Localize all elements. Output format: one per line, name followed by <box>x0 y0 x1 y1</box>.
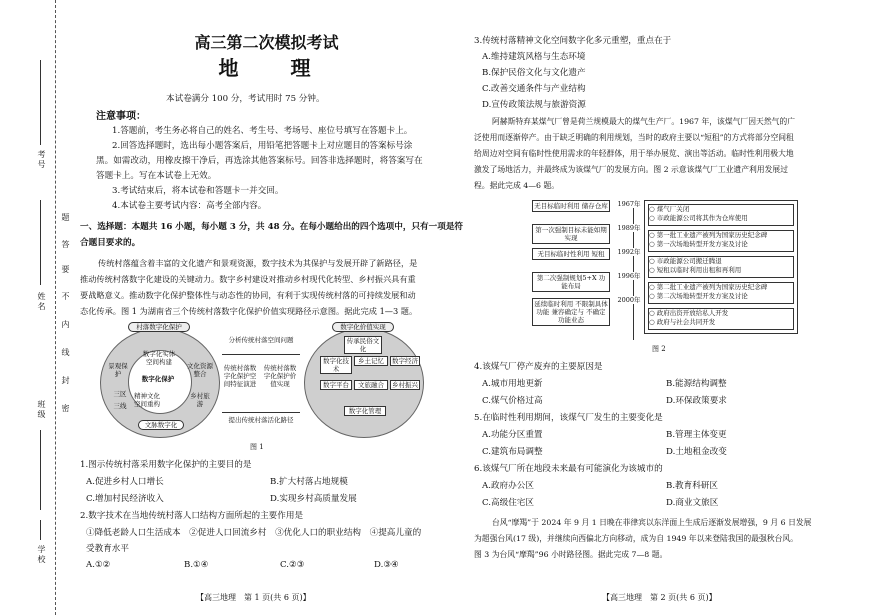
page-1 <box>74 0 464 615</box>
q6-option-a[interactable]: A.政府办公区 <box>482 481 534 491</box>
class-line <box>40 430 41 510</box>
fig2-event: ○ 煤气厂关闭 <box>649 205 690 213</box>
q6-stem: 6.该煤气厂所在地段未来最有可能演化为该城市的 <box>474 464 663 474</box>
q1-option-b[interactable]: B.扩大村落占地规模 <box>270 477 348 487</box>
subject-title: 地 理 <box>218 56 315 80</box>
binding-line <box>55 0 56 615</box>
fig1-right-item: 数字平台 <box>320 380 352 390</box>
section-heading: 一、选择题：本题共 16 小题，每小题 3 分，共 48 分。在每小题给出的四个选项中，只有一项是符 <box>80 222 464 232</box>
fig1-left-item: 数字化实体空间构建 <box>142 350 176 366</box>
q2-option-a[interactable]: A.①② <box>86 560 111 570</box>
fig2-event: ○ 政府出资开放给私人开发 <box>649 309 729 317</box>
figure-1 <box>98 320 438 438</box>
fig1-left-item: 乡村旅游 <box>190 392 210 408</box>
passage-line: 阿赫斯特弃某煤气厂曾是荷兰规模最大的煤气生产厂。1967 年，该煤气厂因天然气的广 <box>492 117 796 126</box>
fig1-left-item: 文化资源整合 <box>187 362 213 378</box>
fig1-left-item: 景观保护 <box>108 362 128 378</box>
section-heading-cont: 合题目要求的。 <box>80 238 141 248</box>
q5-option-b[interactable]: B.管理主体变更 <box>666 430 727 440</box>
fig1-arrow-right <box>222 354 300 355</box>
fig2-left-box: 无目标临时利用 储存仓库 <box>532 200 610 212</box>
fig2-year: 2000年 <box>614 296 644 304</box>
typhoon-line: 为超强台风(17 级)，并继续向西偏北方向移动，成为自 1949 年以来登陆我国的最强秋台风。 <box>474 534 798 543</box>
q3-option-a[interactable]: A.维持建筑风格与生态环境 <box>482 52 586 62</box>
fig2-left-box: 第二次强制规划5+X 功能布局 <box>532 272 610 292</box>
typhoon-line: 图 3 为台风“摩羯”96 小时路径图。据此完成 7—8 题。 <box>474 550 668 559</box>
notice-line: 答题卡上。写在本试卷上无效。 <box>96 171 217 181</box>
notice-line: 3.考试结束后，将本试卷和答题卡一并交回。 <box>112 186 284 196</box>
fig1-right-item: 乡村振兴 <box>392 381 418 389</box>
school-label: 学校 <box>37 545 46 565</box>
fig1-arrow-left <box>222 412 300 413</box>
fig2-left-box: 第一次强制目标未能如期实现 <box>532 224 610 244</box>
fig2-event: ○ 第二批工业遗产被列为国家历史纪念碑 <box>649 283 768 291</box>
q3-option-c[interactable]: C.改善交通条件与产业结构 <box>482 84 586 94</box>
seal-char-7: 封 <box>61 376 70 386</box>
fig1-right-item: 传承民俗文化 <box>344 336 382 354</box>
fig1-left-item: 三线 <box>113 402 127 410</box>
q1-option-d[interactable]: D.实现乡村高质量发展 <box>270 494 357 504</box>
q6-option-d[interactable]: D.商业文旅区 <box>666 498 719 508</box>
exam-no-line <box>40 60 41 145</box>
fig1-right-item: 数字化技术 <box>320 356 352 374</box>
exam-title: 高三第二次模拟考试 <box>194 33 339 52</box>
passage-line: 程。据此完成 4—6 题。 <box>474 181 560 190</box>
seal-char-2: 答 <box>61 240 70 250</box>
q6-option-b[interactable]: B.教育科研区 <box>666 481 719 491</box>
seal-char-1: 题 <box>61 213 70 223</box>
binding-strip <box>0 0 72 615</box>
fig1-right-item: 文旅融合 <box>354 380 388 390</box>
q5-option-d[interactable]: D.土地租金改变 <box>666 447 727 457</box>
q4-option-d[interactable]: D.环保政策要求 <box>666 396 727 406</box>
exam-no-label: 考号 <box>37 150 46 170</box>
q4-option-c[interactable]: C.煤气价格过高 <box>482 396 543 406</box>
notice-line: 黑。如需改动，用橡皮擦干净后，再选涂其他答案标号。回答非选择题时，将答案写在 <box>96 156 423 166</box>
passage-line: 激发了场地活力，并最终成为该煤气厂的发展方向。图 2 示意该煤气厂工业遗产利用发展过 <box>474 165 788 174</box>
fig1-mid-a: 传统村落数字化保护空间特征演进 <box>223 364 257 388</box>
q2-option-c[interactable]: C.②③ <box>280 560 305 570</box>
passage-line: 态化传承。图 1 为湖南省三个传统村落数字化保护价值实现路径示意图。据此完成 1—3 题。 <box>80 306 418 316</box>
q5-option-c[interactable]: C.建筑布局调整 <box>482 447 543 457</box>
fig1-left-title: 村落数字化保护 <box>128 322 190 332</box>
q2-statements-cont: 受教育水平 <box>86 544 129 554</box>
typhoon-line: 台风“摩羯”于 2024 年 9 月 1 日晚在菲律宾以东洋面上生成后逐渐发展增强，9 月 6 日发展 <box>492 518 812 527</box>
fig2-event: ○ 第二次场地转型开发方案及讨论 <box>649 292 748 300</box>
fig2-right-box <box>648 308 794 330</box>
fig2-timeline <box>633 202 634 340</box>
score-line: 本试卷满分 100 分，考试用时 75 分钟。 <box>166 94 325 104</box>
name-label: 姓名 <box>37 292 46 312</box>
q4-stem: 4.该煤气厂停产废弃的主要原因是 <box>474 362 603 372</box>
school-line <box>40 520 41 540</box>
q2-stem: 2.数字技术在当地传统村落人口结构方面所起的主要作用是 <box>80 511 304 521</box>
passage-line: 传统村落蕴含着丰富的文化遗产和景观资源，数字技术为其保护与发展开辟了新路径，是 <box>98 258 418 268</box>
fig1-right-item: 乡土记忆 <box>354 356 388 366</box>
name-line <box>40 200 41 285</box>
fig2-event: ○ 市政能源公司将其作为仓库使用 <box>649 214 748 222</box>
q1-option-a[interactable]: A.促进乡村人口增长 <box>86 477 164 487</box>
seal-char-5: 内 <box>61 320 70 330</box>
q2-option-d[interactable]: D.③④ <box>374 560 399 570</box>
passage-line: 推动传统村落数字化建设的关键动力。数字乡村建设对推动乡村现代化转型、乡村振兴具有重 <box>80 274 416 284</box>
fig2-year: 1996年 <box>614 272 644 280</box>
fig1-left-bottom: 文脉数字化 <box>138 420 184 430</box>
fig2-right-box <box>648 230 794 252</box>
q5-option-a[interactable]: A.功能分区重置 <box>482 430 543 440</box>
seal-char-4: 不 <box>61 292 70 302</box>
fig1-right-item: 数字经济 <box>392 357 418 365</box>
fig1-mid-bottom: 提出传统村落活化路径 <box>224 416 298 424</box>
fig1-left-item: 三区 <box>113 390 127 398</box>
q4-option-b[interactable]: B.能源结构调整 <box>666 379 727 389</box>
q3-option-b[interactable]: B.保护民俗文化与文化遗产 <box>482 68 586 78</box>
fig2-event: ○ 第一次场地转型开发方案及讨论 <box>649 240 748 248</box>
fig1-left-center: 数字化保护 <box>141 375 175 383</box>
fig2-event: ○ 第一批工业遗产被列为国家历史纪念碑 <box>649 231 768 239</box>
fig2-event: ○ 政府与社会共同开发 <box>649 318 716 326</box>
notice-line: 2.回答选择题时，选出每小题答案后，用铅笔把答题卡上对应题目的答案标号涂 <box>112 141 413 151</box>
passage-line: 要战略意义。推动数字化保护整体性与动态性的协同，有利于实现传统村落的可持续发展和动 <box>80 290 416 300</box>
passage-line: 泛使用而逐渐停产。由于缺乏明确的利用规划，当时的政府主要以“短租”的方式将部分空间租 <box>474 133 794 142</box>
fig1-mid-top: 分析传统村落空间问题 <box>224 336 298 344</box>
passage-line: 给周边对空间有临时性使用需求的年轻群体，用于举办展览、演出等活动。临时性利用极大地 <box>474 149 794 158</box>
q1-stem: 1.图示传统村落采用数字化保护的主要目的是 <box>80 460 252 470</box>
class-label: 班级 <box>37 400 46 420</box>
figure-2-caption: 图 2 <box>652 345 666 353</box>
q3-stem: 3.传统村落精神文化空间数字化多元重塑，重点在于 <box>474 36 672 46</box>
fig1-right-item: 数字化管理 <box>344 406 386 416</box>
fig1-left-item: 精神文化空间重构 <box>134 392 160 408</box>
fig2-year: 1992年 <box>614 248 644 256</box>
q1-option-c[interactable]: C.增加村民经济收入 <box>86 494 164 504</box>
notice-title: 注意事项： <box>96 111 146 122</box>
q2-statements: ①降低老龄人口生活成本 ②促进人口回流乡村 ③优化人口的职业结构 ④提高儿童的 <box>86 528 422 538</box>
fig2-left-box: 无目标临时性利用 短租 <box>532 248 610 260</box>
fig2-left-box: 延续临时利用 不限制具体功能 兼容确定与 不确定功能业态 <box>532 298 610 326</box>
notice-line: 4.本试卷主要考试内容：高考全部内容。 <box>112 201 267 211</box>
fig2-event: ○ 市政能源公司搬迁腾退 <box>649 257 722 265</box>
page-2 <box>470 0 865 615</box>
q5-stem: 5.在临时性利用期间，该煤气厂发生的主要变化是 <box>474 413 663 423</box>
q2-option-b[interactable]: B.①④ <box>184 560 209 570</box>
seal-char-6: 线 <box>61 348 70 358</box>
figure-2 <box>530 198 800 342</box>
fig2-right-box <box>648 256 794 278</box>
fig2-year: 1989年 <box>614 224 644 232</box>
q6-option-c[interactable]: C.高级住宅区 <box>482 498 534 508</box>
fig2-right-box <box>648 282 794 304</box>
notice-line: 1.答题前，考生务必将自己的姓名、考生号、考场号、座位号填写在答题卡上。 <box>112 126 413 136</box>
page-1-footer: 【高三地理 第 1 页(共 6 页)】 <box>196 593 311 602</box>
page-2-footer: 【高三地理 第 2 页(共 6 页)】 <box>602 593 717 602</box>
fig2-event: ○ 短租以临时利用出租和再利用 <box>649 266 742 274</box>
q4-option-a[interactable]: A.城市用地更新 <box>482 379 543 389</box>
seal-char-3: 要 <box>61 265 70 275</box>
q3-option-d[interactable]: D.宣传政策法规与旅游资源 <box>482 100 586 110</box>
figure-1-caption: 图 1 <box>250 443 264 451</box>
seal-char-8: 密 <box>61 404 70 414</box>
fig2-year: 1967年 <box>614 200 644 208</box>
fig1-right-title: 数字化价值实现 <box>332 322 394 332</box>
fig1-mid-b: 传统村落数字化保护价值实现 <box>263 364 297 388</box>
fig2-right-box <box>648 204 794 226</box>
